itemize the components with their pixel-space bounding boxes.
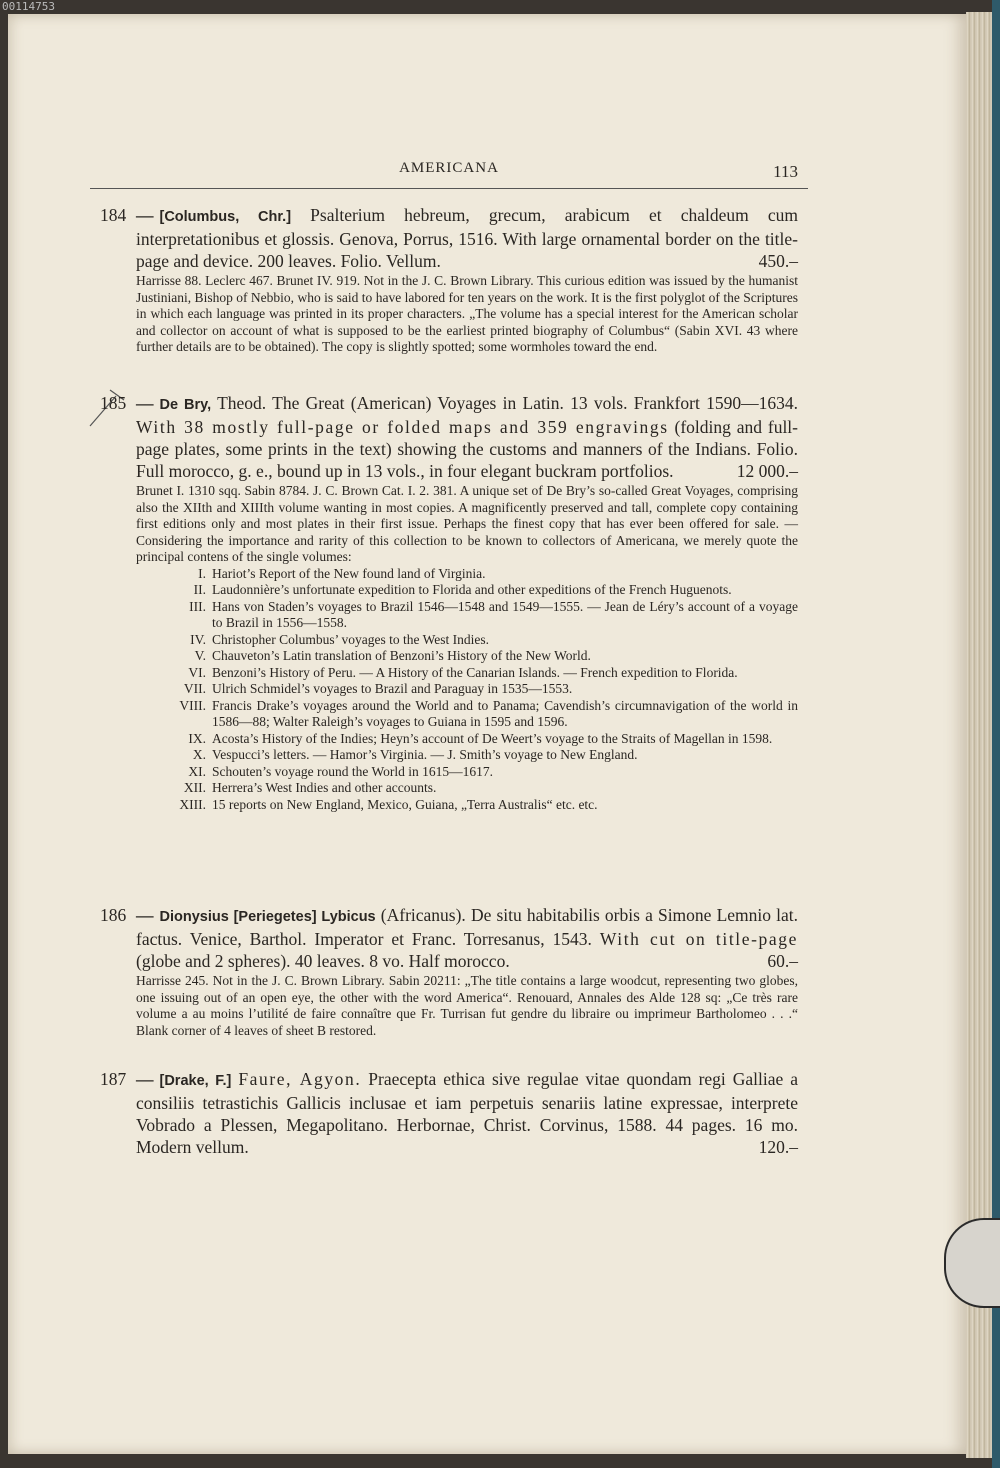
entry-text-spaced: With cut on title-page [599, 929, 798, 949]
entry-number: 186 [100, 905, 127, 925]
entry-description [136, 1068, 798, 1158]
volume-text: Francis Drake’s voyages around the World and to Panama; Cavendish’s circumnavigation of the world in 1586—88; Walter Raleigh’s voyages to Guiana in 1595 and 1596. [212, 697, 798, 729]
entry-dash: — [136, 1069, 154, 1089]
entry-price: 120.– [758, 1137, 798, 1157]
entry-author: [Drake, F.] [159, 1073, 232, 1089]
volume-item [136, 797, 798, 814]
entry-description [136, 904, 798, 972]
volume-number: IV. [190, 631, 206, 647]
volume-number: IX. [188, 730, 206, 746]
volume-number: VIII. [179, 697, 206, 713]
page-header [90, 160, 808, 189]
scan-id-label: 00114753 [2, 0, 55, 13]
volume-text: Laudonnière’s unfortunate expedition to Florida and other expeditions of the French Huguenots. [212, 582, 732, 597]
entry-text-continued: (folding and full-page plates, some prints in the text) showing the customs and manners of the Indians. Folio. Full morocco, g. e., bound up in 13 vols., in four elegant buckram portfolios. [136, 417, 798, 481]
volume-item [136, 698, 798, 731]
volume-text: Schouten’s voyage round the World in 1615—1617. [212, 763, 494, 779]
volume-number: V. [194, 648, 206, 663]
entry-dash: — [136, 205, 154, 225]
entry-number: 184 [100, 205, 127, 225]
entry-price: 450.– [758, 251, 798, 271]
volume-number: XII. [183, 780, 206, 795]
volume-item [136, 747, 798, 764]
volume-item [136, 665, 798, 682]
entry-author: [Columbus, Chr.] [159, 209, 292, 225]
volume-item [136, 632, 798, 649]
entry-text-continued: Praecepta ethica sive regulae vitae quondam regi Galliae a consiliis tetrastichis Gallicis inclusae et iam perpetuis senariis latine expressae, interprete Vobrado a Plessen, Megapolitano. Herbornae, Christ. Corvinus, 1588. 44 pages. 16 mo. Modern vellum. [136, 1069, 798, 1157]
volume-number: III. [189, 598, 206, 614]
entry-number: 187 [100, 1069, 127, 1089]
volume-item [136, 731, 798, 748]
entry-note: Brunet I. 1310 sqq. Sabin 8784. J. C. Brown Cat. I. 2. 381. A unique set of De Bry’s so-called Great Voyages, comprising also the XIIth and XIIIth volume wanting in most copies. A magnificently preserved and tall, complete copy containing first editions only and most plates in their first issue. Perhaps the finest copy that has ever been offered for sale. — Considering the importance and rarity of this collection to be known to collectors of Americana, we merely quote the principal contens of the single volumes: [136, 483, 798, 564]
volume-number: I. [198, 565, 206, 581]
volume-text: Herrera’s West Indies and other accounts. [212, 780, 437, 795]
running-head: AMERICANA [399, 160, 499, 176]
volume-item [136, 582, 798, 599]
entry-text-spaced: With 38 mostly full-page or folded maps and 359 engravings [136, 417, 669, 437]
entry-text-continued: (globe and 2 spheres). 40 leaves. 8 vo. Half morocco. [136, 951, 510, 971]
volume-number: XIII. [179, 796, 206, 812]
entry-number: 185 [100, 393, 127, 413]
volume-text: Chauveton’s Latin translation of Benzoni’s History of the New World. [212, 648, 591, 663]
entry-text: Psalterium hebreum, grecum, arabicum et chaldeum cum interpretationibus et glossis. Genova, Porrus, 1516. With large ornamental border on the title-page and device. 200 leaves. Folio. Vellum. [136, 205, 798, 271]
entry-note: Harrisse 88. Leclerc 467. Brunet IV. 919. Not in the J. C. Brown Library. This curious edition was issued by the humanist Justiniani, Bishop of Nebbio, who is said to have labored for ten years on the work. It is the first polyglot of the Scriptures in which each language was printed in its proper characters. „The volume has a special interest for the American scholar and collector on account of what is supposed to be the earliest printed biography of Columbus“ (Sabin XVI. 43 where further details are to be obtained). The copy is slightly spotted; some wormholes toward the end. [136, 273, 798, 354]
entry-price: 60.– [767, 951, 798, 971]
volume-text: Hans von Staden’s voyages to Brazil 1546—1548 and 1549—1555. — Jean de Léry’s account of a voyage to Brazil in 1556—1558. [212, 598, 798, 630]
volume-item [136, 599, 798, 632]
catalog-entry-184 [100, 204, 798, 356]
volume-number: VII. [183, 681, 206, 696]
entry-text-spaced: Faure, Agyon. [238, 1069, 362, 1089]
catalog-entry-185 [100, 392, 798, 813]
volume-text: Christopher Columbus’ voyages to the West Indies. [212, 631, 490, 647]
entry-text: (Africanus). De situ habitabilis orbis a Simone Lemnio lat. factus. Venice, Barthol. Imperator et Franc. Torresanus, 1543. [136, 905, 799, 949]
volume-item [136, 764, 798, 781]
volume-text: 15 reports on New England, Mexico, Guiana, „Terra Australis“ etc. etc. [212, 796, 598, 812]
catalog-entry-186 [100, 904, 798, 1039]
entry-dash: — [136, 905, 154, 925]
entry-price: 12 000.– [736, 461, 798, 481]
volume-list [136, 566, 798, 814]
volume-item [136, 780, 798, 797]
volume-text: Acosta’s History of the Indies; Heyn’s account of De Weert’s voyage to the Straits of Magellan in 1598. [212, 730, 773, 746]
entry-text: Theod. The Great (American) Voyages in Latin. 13 vols. Frankfort 1590—1634. [217, 393, 798, 413]
entry-description [136, 204, 798, 272]
volume-text: Hariot’s Report of the New found land of Virginia. [212, 565, 486, 581]
entry-note: Harrisse 245. Not in the J. C. Brown Library. Sabin 20211: „The title contains a large woodcut, representing two globes, one issuing out of an open eye, the other with the word America“. Renouard, Annales des Alde 128 sq: „Ce très rare volume a au moins l’utilité de faire connaître que Fr. Turrisan fut gendre du libraire ou imprimeur Bartholomeo . . .“ Blank corner of 4 leaves of sheet B restored. [136, 973, 798, 1038]
entry-author: Dionysius [Periegetes] Lybicus [159, 909, 376, 925]
volume-item [136, 681, 798, 698]
catalog-entry-187 [100, 1068, 798, 1158]
volume-item [136, 566, 798, 583]
volume-number: X. [192, 747, 206, 762]
entry-dash: — [136, 393, 154, 413]
volume-text: Benzoni’s History of Peru. — A History of the Canarian Islands. — French expedition to Florida. [212, 664, 738, 680]
page-number: 113 [773, 162, 798, 181]
entry-author: De Bry, [159, 397, 212, 413]
volume-text: Ulrich Schmidel’s voyages to Brazil and Paraguay in 1535—1553. [212, 681, 573, 696]
volume-number: II. [193, 582, 206, 597]
volume-text: Vespucci’s letters. — Hamor’s Virginia. — J. Smith’s voyage to New England. [212, 747, 638, 762]
volume-number: VI. [188, 664, 206, 680]
entry-description [136, 392, 798, 482]
volume-item [136, 648, 798, 665]
volume-number: XI. [188, 763, 206, 779]
